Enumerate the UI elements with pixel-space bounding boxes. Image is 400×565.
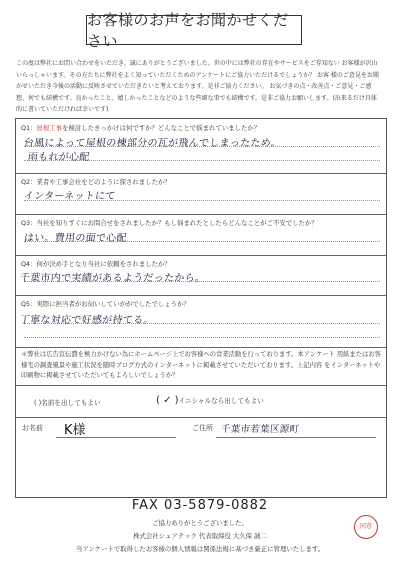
fax-number: FAX 03-5879-0882 — [131, 498, 269, 513]
customer-address: 千葉市若葉区源町 — [220, 424, 300, 435]
survey-title: お客様のお声をお聞かせください — [86, 15, 302, 45]
company-text: 株式会社シュアテック 代表取締役 大久保 誠二 — [133, 532, 267, 540]
questions-frame — [15, 118, 387, 498]
answer-2: インターネットにて — [23, 191, 117, 202]
intro-text: この度は弊社にお問い合わせをいただき、誠にありがとうございました。世の中には弊社の存在やサービスをご存知ない お客様が沢山いらっしゃいます。その方たちに弊社をよく知っていただくためのアンケートにご協力いただけるでしょうか？ お客 様のご意見をお聞かせいただき今後の活動に反映させていただきたいと考えております。是非ご協力ください。 お気づきの点・改善点・ご意見・ご感想、何でも結構です。良かったこと、嬉しかったことなどのような些細な事でも結構です。是非ご協力お願いします。(出来るだけ具体的に書いていただければ幸いです) — [16, 60, 379, 113]
name-label: お名前 — [22, 424, 43, 432]
answer-1-line-2: 雨もれが心配 — [27, 152, 91, 163]
thanks-text: ご協力ありがとうございました。 — [152, 519, 248, 527]
checkmark-icon: ( ✓ ) — [156, 395, 179, 406]
answer-4: 千葉市内で実績があるようだったから。 — [19, 273, 206, 284]
privacy-text: 当アンケートで取得したお客様の個人情報は関係法規に基づき厳正に管理いたします。 — [75, 545, 325, 553]
question-5: Q5：実際に担当者がお伺いしていかがでしたでしょうか？ — [21, 300, 190, 308]
consent-option-name: ( )名前を出してもよい — [34, 399, 101, 407]
question-4: Q4：何が決め手となり当社に依頼をされましたか？ — [21, 260, 171, 268]
customer-name: K様 — [64, 423, 86, 438]
answer-3: はい。費用の面で心配 — [23, 233, 128, 244]
consent-seal: 同意 — [354, 515, 378, 539]
answer-1-line-1: 台風によって屋根の棟部分の瓦が飛んでしまったため。 — [23, 138, 282, 149]
answer-5: 丁寧な対応で好感が持てる。 — [19, 315, 155, 326]
question-3: Q3：当社を知りすぐにお問合せをされましたか？もし悩まれたとしたらどんなことがご不安でしたか？ — [21, 219, 318, 227]
consent-option-initial: ( ✓ )イニシャルなら出してもよい — [156, 395, 264, 406]
question-2: Q2：業者や工事会社をどのように探されましたか？ — [21, 178, 171, 186]
publication-notice: ＊弊社は広告宣伝費を極力かけない為にホームページ上でお客様への営業活動を行っております。本アンケート 用紙またはお客様宅の調査風景や施工状況を随時ブログ方式のインターネットに掲載させていただいております。上記内容 をインターネットや印刷物に掲載させていただいてもよろしいでしょうか？ — [21, 351, 381, 379]
question-1: Q1：屋根工事を検討したきっかけは何ですか？どんなことで悩まれていましたか？ — [21, 124, 261, 132]
address-label: ご住所 — [192, 424, 213, 432]
